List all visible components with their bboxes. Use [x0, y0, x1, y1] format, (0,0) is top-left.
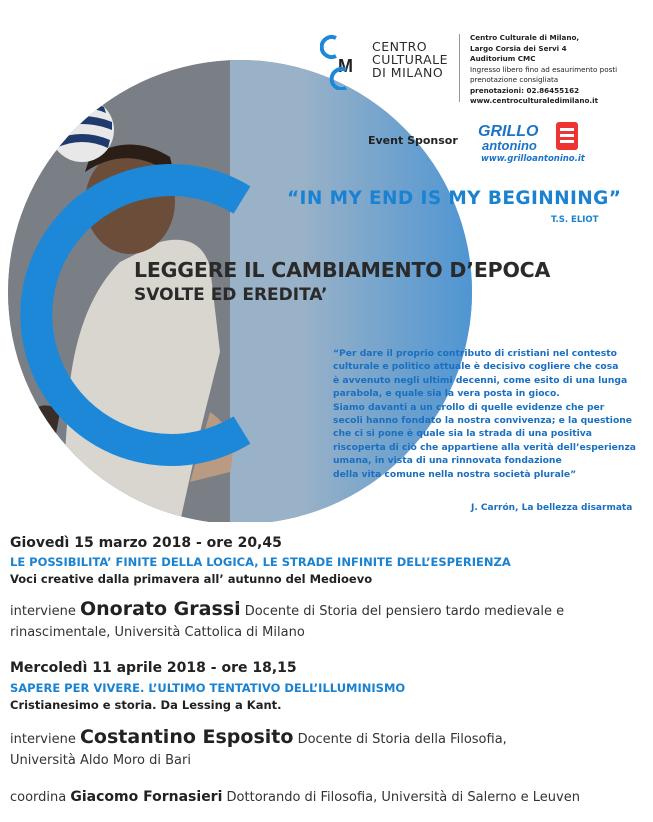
- info-line: prenotazione consigliata: [470, 75, 559, 84]
- carron-line: umana, in vista di una rinnovata fondazione: [333, 455, 562, 467]
- eliot-quote: “IN MY END IS MY BEGINNING”: [287, 188, 622, 209]
- event2-affiliation: Università Aldo Moro di Bari: [10, 753, 191, 768]
- sponsor-url[interactable]: www.grilloantonino.it: [481, 154, 585, 164]
- carron-line: Siamo davanti a un crollo di quelle evidenze che per: [333, 401, 605, 413]
- info-line: prenotazioni: 02.86455162: [470, 85, 580, 95]
- carron-line: parabola, e quale sia la vera posta in gioco.: [333, 388, 560, 400]
- logo-line: CULTURALE: [372, 52, 448, 67]
- sponsor-logo-icon: [478, 120, 582, 158]
- info-line: Ingresso libero fino ad esaurimento posti: [470, 64, 618, 74]
- event1-subtitle: Voci creative dalla primavera all’ autunno del Medioevo: [10, 572, 373, 586]
- carron-line: culturale e politico attuale è decisivo cogliere che cosa: [333, 361, 619, 373]
- logo-line: DI MILANO: [372, 65, 444, 80]
- event2-title: SAPERE PER VIVERE. L’ULTIMO TENTATIVO DELL’ILLUMINISMO: [10, 681, 406, 695]
- carron-line: che ci si pone è quale sia la strada di una positiva: [333, 428, 592, 440]
- speaker-name: Costantino Esposito: [79, 726, 294, 748]
- sponsor-brand-2: antonino: [482, 138, 537, 153]
- carron-author: J. Carrón, La bellezza disarmata: [471, 503, 633, 513]
- info-line: Centro Culturale di Milano,: [470, 33, 580, 42]
- eliot-author: T.S. ELIOT: [551, 215, 599, 225]
- info-line: Auditorium CMC: [470, 54, 536, 63]
- carron-line: secoli hanno fondato la nostra convivenza; e la questione: [333, 415, 633, 427]
- speaker-role: Docente di Storia della Filosofia,: [297, 732, 507, 747]
- event1-date: Giovedì 15 marzo 2018 - ore 20,45: [10, 535, 282, 551]
- event1-title: LE POSSIBILITA’ FINITE DELLA LOGICA, LE STRADE INFINITE DELL’ESPERIENZA: [10, 555, 511, 569]
- info-line: www.centroculturaledimilano.it: [470, 96, 599, 105]
- coordinator-line: [10, 788, 650, 807]
- carron-line: “Per dare il proprio contributo di cristiani nel contesto: [333, 348, 617, 359]
- venue-info: [470, 33, 617, 107]
- logo-line: CENTRO: [372, 39, 428, 54]
- event1-speaker-line: [10, 600, 650, 621]
- event2-date: Mercoledì 11 aprile 2018 - ore 18,15: [10, 660, 297, 676]
- coord-name: Giacomo Fornasieri: [70, 789, 223, 805]
- cmc-logo-icon: [320, 34, 364, 90]
- main-title: LEGGERE IL CAMBIAMENTO D’EPOCA: [134, 258, 551, 282]
- sponsor-brand: GRILLO: [478, 123, 539, 140]
- speaker-role: Docente di Storia del pensiero tardo medievale e: [244, 604, 565, 619]
- intro-label: interviene: [10, 732, 76, 747]
- event2-subtitle: Cristianesimo e storia. Da Lessing a Kant.: [10, 698, 282, 712]
- carron-line: riscoperta di ciò che appartiene alla verità dell’esperienza: [333, 441, 636, 453]
- speaker-name: Onorato Grassi: [79, 598, 241, 620]
- coord-role: Dottorando di Filosofia, Università di Salerno e Leuven: [226, 790, 580, 805]
- carron-line: della vita comune nella nostra società plurale”: [333, 468, 577, 480]
- logo-wordmark: [372, 40, 448, 79]
- intro-label: interviene: [10, 604, 76, 619]
- coord-intro: coordina: [10, 790, 67, 805]
- main-subtitle: SVOLTE ED EREDITA’: [134, 285, 328, 305]
- event1-affiliation: rinascimentale, Università Cattolica di Milano: [10, 625, 305, 640]
- sponsor-label: Event Sponsor: [368, 134, 458, 147]
- carron-line: è avvenuto negli ultimi decenni, come esito di una lunga: [333, 374, 628, 386]
- svg-text:M: M: [338, 56, 353, 76]
- info-line: Largo Corsia dei Servi 4: [470, 43, 567, 53]
- event2-speaker-line: [10, 728, 650, 749]
- logo-divider: [459, 34, 460, 102]
- carron-quote: [333, 347, 643, 481]
